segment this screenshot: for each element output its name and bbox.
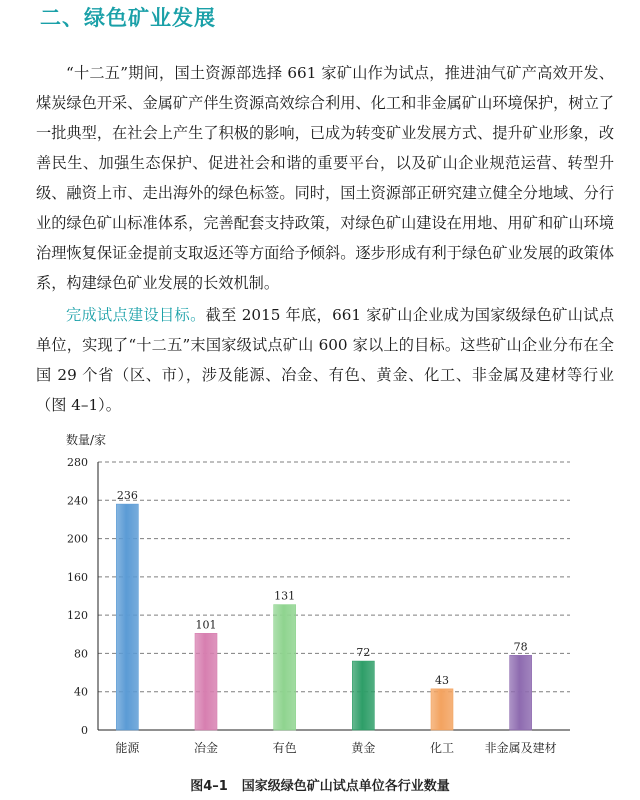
bar [510, 655, 532, 730]
y-tick-label: 160 [67, 570, 88, 584]
chart-svg [22, 410, 618, 770]
paragraph-2 [36, 300, 614, 420]
x-tick-label: 冶金 [193, 741, 219, 755]
bar [195, 633, 217, 730]
x-tick-label: 黄金 [351, 741, 376, 755]
bar-value-label: 78 [513, 640, 528, 654]
section-title: 二、绿色矿业发展 [40, 6, 216, 30]
y-tick-label: 200 [67, 532, 88, 546]
bar-value-label: 131 [274, 589, 296, 603]
paragraph-1: “十二五”期间，国土资源部选择 661 家矿山作为试点，推进油气矿产高效开发、煤炭绿色开采、金属矿产伴生资源高效综合利用、化工和非金属矿山环境保护，树立了一批典型，在社会上产生了积极的影响，已成为转变矿业发展方式、提升矿业形象，改善民生、加强生态保护、促进社会和谐的重要平台，以及矿山企业规范运营、转型升级、融资上市、走出海外的绿色标签。同时，国土资源部正研究建立健全分地域、分行业的绿色矿山标准体系，完善配套支持政策，对绿色矿山建设在用地、用矿和矿山环境治理恢复保证金提前支取返还等方面给予倾斜。逐步形成有利于绿色矿业发展的政策体系，构建绿色矿业发展的长效机制。 [36, 64, 614, 292]
y-tick-label: 0 [81, 724, 88, 737]
y-tick-label: 120 [67, 609, 88, 623]
bar [274, 605, 296, 730]
bar [431, 689, 453, 730]
bar-value-label: 72 [356, 646, 371, 660]
figure-caption [0, 775, 640, 794]
y-tick-label: 40 [74, 685, 88, 699]
bar [116, 504, 138, 730]
x-tick-label: 化工 [429, 741, 455, 755]
bar-chart [22, 410, 618, 780]
figure-caption-text: 国家级绿色矿山试点单位各行业数量 [241, 779, 450, 794]
x-tick-label: 能源 [115, 741, 140, 755]
bar-value-label: 43 [435, 673, 449, 687]
y-tick-label: 80 [74, 647, 88, 661]
paragraph-2-highlight: 完成试点建设目标。 [66, 306, 206, 324]
article-body [36, 58, 614, 420]
bar [352, 661, 374, 730]
bar-value-label: 101 [195, 618, 217, 632]
bar-value-label: 236 [116, 489, 138, 503]
figure-number: 图4–1 [190, 779, 228, 794]
x-tick-label: 非金属及建材 [484, 741, 557, 755]
x-tick-label: 有色 [272, 741, 297, 755]
y-axis-label: 数量/家 [66, 433, 107, 447]
y-tick-label: 280 [67, 456, 88, 469]
y-tick-label: 240 [67, 494, 88, 508]
paragraph-2-text: 截至 2015 年底，661 家矿山企业成为国家级绿色矿山试点单位，实现了“十二五”末国家级试点矿山 600 家以上的目标。这些矿山企业分布在全国 29 个省（区、市），涉及能源、冶金、有色、黄金、化工、非金属及建材等行业（图 4–1）。 [36, 306, 615, 414]
